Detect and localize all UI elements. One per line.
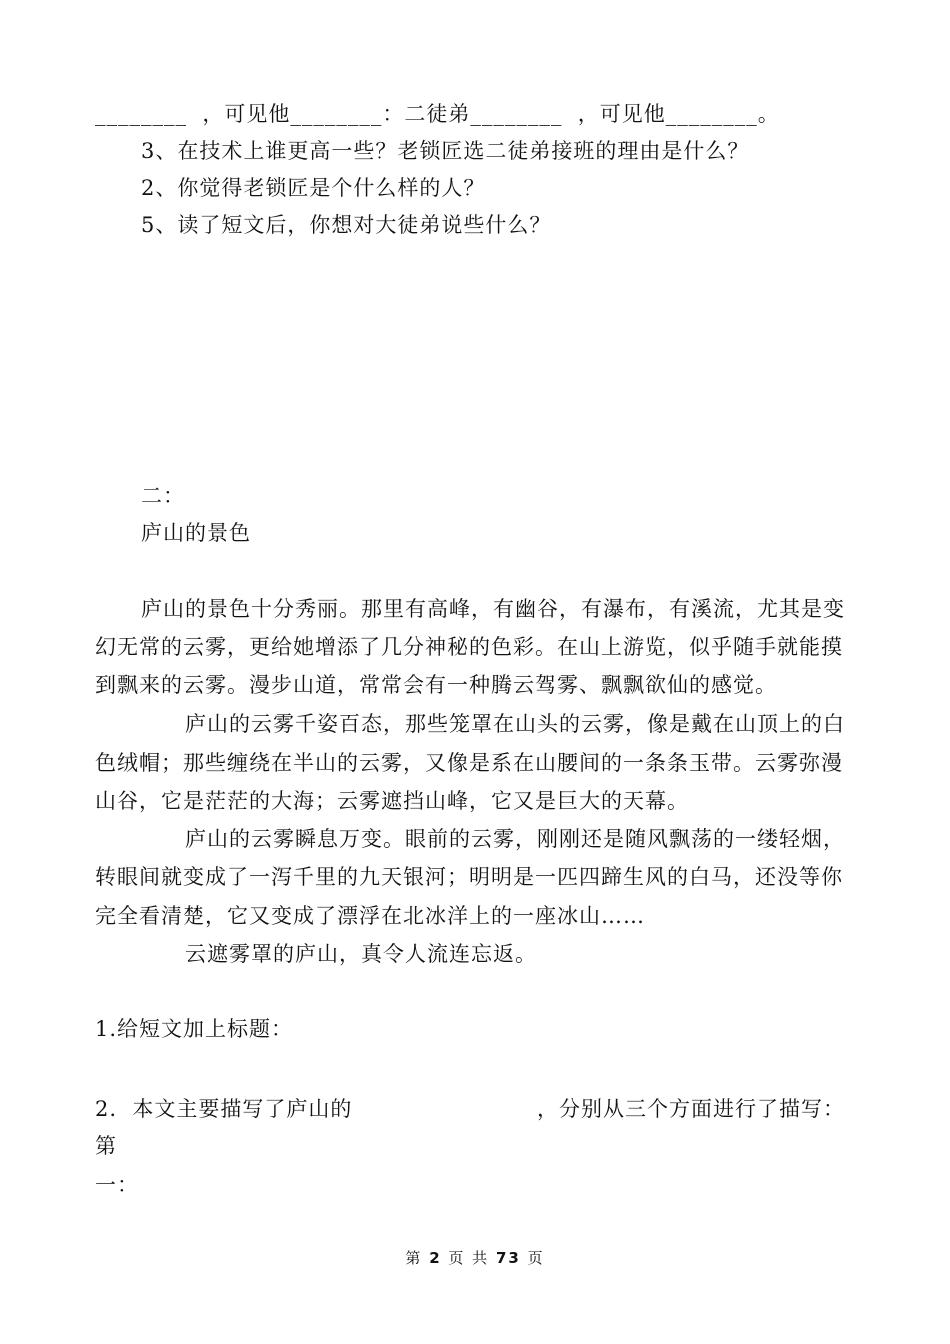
fill-in-line: ________ ，可见他________：二徒弟________ ，可见他________。 <box>95 102 780 126</box>
paragraph-4-line-1: 云遮雾罩的庐山，真令人流连忘返。 <box>185 942 537 966</box>
paragraph-3-line-2: 转眼间就变成了一泻千里的九天银河；明明是一匹四蹄生风的白马，还没等你 <box>95 865 843 889</box>
paragraph-1-line-1: 庐山的景色十分秀丽。那里有高峰，有幽谷，有瀑布，有溪流，尤其是变 <box>141 597 845 621</box>
footer-prefix: 第 <box>405 1249 430 1267</box>
question-3: 3、在技术上谁更高一些？老锁匠选二徒弟接班的理由是什么？ <box>141 139 750 163</box>
task-1: 1.给短文加上标题： <box>95 1017 294 1041</box>
paragraph-2-line-1: 庐山的云雾千姿百态，那些笼罩在山头的云雾，像是戴在山顶上的白 <box>185 712 845 736</box>
paragraph-2-line-2: 色绒帽；那些缠绕在半山的云雾，又像是系在山腰间的一条条玉带。云雾弥漫 <box>95 751 843 775</box>
passage-title: 庐山的景色 <box>141 521 251 545</box>
task-2-first-label-a: 第 <box>95 1134 117 1158</box>
footer-page-number: 2 <box>429 1249 442 1267</box>
question-2: 2、你觉得老锁匠是个什么样的人？ <box>141 176 486 200</box>
paragraph-1-line-3: 到飘来的云雾。漫步山道，常常会有一种腾云驾雾、飘飘欲仙的感觉。 <box>95 673 777 697</box>
paragraph-3-line-3: 完全看清楚，它又变成了漂浮在北冰洋上的一座冰山…… <box>95 904 645 928</box>
paragraph-3-line-1: 庐山的云雾瞬息万变。眼前的云雾，刚刚还是随风飘荡的一缕轻烟， <box>185 827 845 851</box>
question-5: 5、读了短文后，你想对大徒弟说些什么？ <box>141 213 552 237</box>
paragraph-2-line-3: 山谷，它是茫茫的大海；云雾遮挡山峰，它又是巨大的天幕。 <box>95 789 689 813</box>
task-2-continuation: ，分别从三个方面进行了描写： <box>537 1097 845 1121</box>
footer-suffix: 页 <box>520 1249 545 1267</box>
page-footer <box>0 1247 950 1268</box>
paragraph-1-line-2: 幻无常的云雾，更给她增添了几分神秘的色彩。在山上游览，似乎随手就能摸 <box>95 635 843 659</box>
footer-middle: 页 共 <box>441 1249 496 1267</box>
section-heading: 二： <box>141 484 185 508</box>
task-2-prompt: 2. 本文主要描写了庐山的 <box>95 1097 353 1121</box>
task-2-first-label-b: 一： <box>95 1173 139 1197</box>
footer-total-pages: 73 <box>495 1249 521 1267</box>
